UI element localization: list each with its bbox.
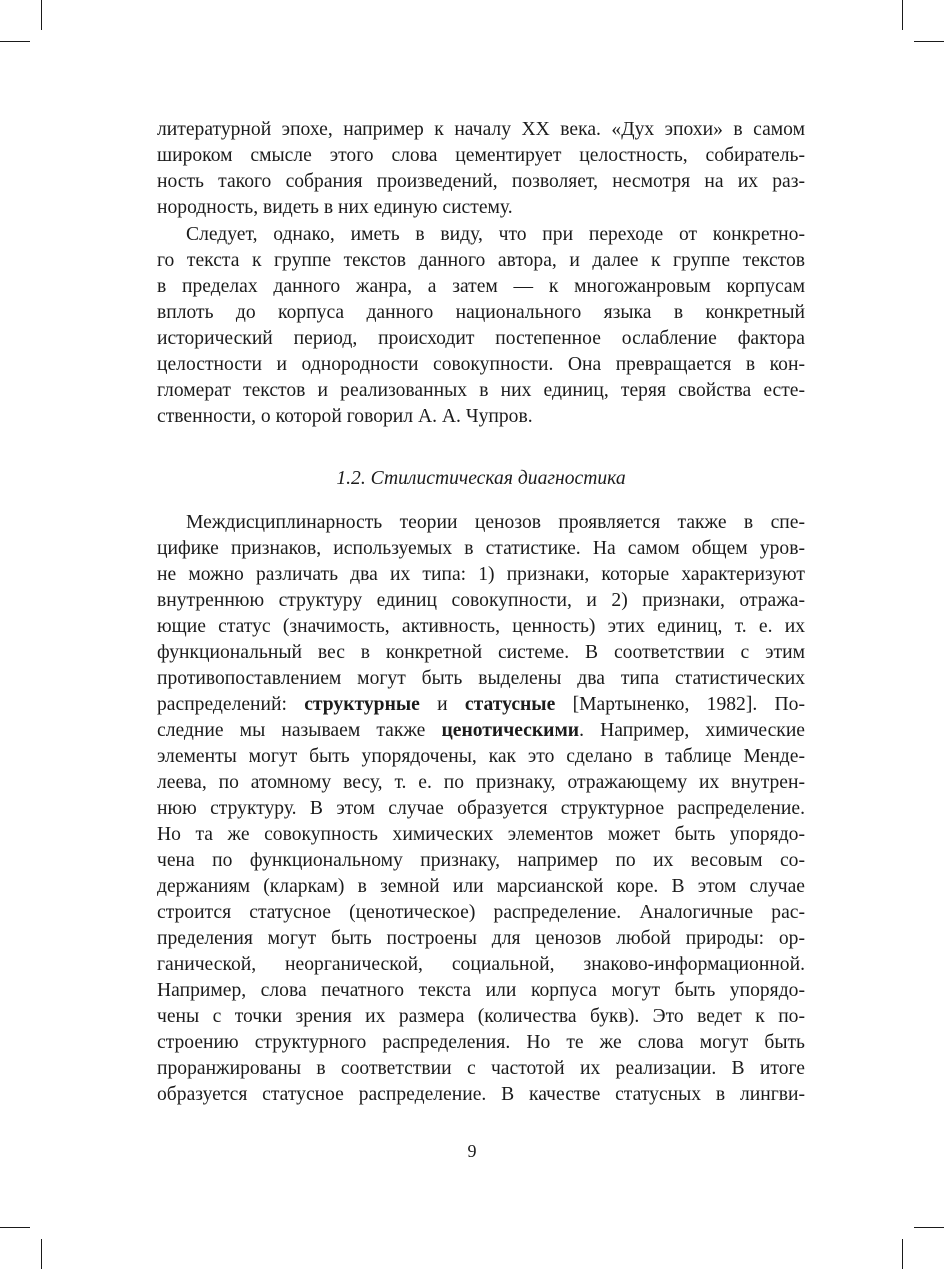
text-line: элементы могут быть упорядочены, как это сделано в таблице Менде-: [157, 746, 805, 767]
crop-mark-bottom-left-vertical: [41, 1239, 42, 1269]
text-fragment: распределений:: [157, 694, 305, 715]
text-line: нюю структуру. В этом случае образуется структурное распределение.: [157, 798, 805, 819]
text-line-with-terms: [157, 692, 805, 718]
crop-mark-top-right-horizontal: [914, 41, 944, 42]
text-line: строится статусное (ценотическое) распределение. Аналогичные рас-: [157, 902, 805, 923]
text-line: ственности, о которой говорил А. А. Чупров.: [157, 406, 533, 427]
text-line: противопоставлением могут быть выделены два типа статистических: [157, 668, 805, 689]
text-line: Следует, однако, иметь в виду, что при переходе от конкретно-: [186, 224, 805, 245]
paragraph-3: [157, 510, 805, 1108]
text-line: леева, по атомному весу, т. е. по признаку, отражающему их внутрен-: [157, 772, 805, 793]
text-line: цифике признаков, используемых в статистике. На самом общем уров-: [157, 538, 805, 559]
paragraph-1: [157, 117, 805, 221]
text-fragment: следние мы называем также: [157, 720, 442, 741]
text-line: Например, слова печатного текста или корпуса могут быть упорядо-: [157, 980, 805, 1001]
text-line: исторический период, происходит постепенное ослабление фактора: [157, 328, 805, 349]
text-line: Но та же совокупность химических элементов может быть упорядо-: [157, 824, 805, 845]
text-line: пределения могут быть построены для ценозов любой природы: ор-: [157, 928, 805, 949]
text-line: ганической, неорганической, социальной, знаково-информационной.: [157, 954, 805, 975]
text-line: целостности и однородности совокупности. Она превращается в кон-: [157, 354, 805, 375]
term-cenotic: ценотическими: [441, 720, 580, 741]
text-line: ность такого собрания произведений, позволяет, несмотря на их раз-: [157, 171, 805, 192]
section-heading: 1.2. Стилистическая диагностика: [336, 468, 626, 489]
text-line: функциональный вес в конкретной системе. В соответствии с этим: [157, 642, 805, 663]
text-line: держаниям (кларкам) в земной или марсианской коре. В этом случае: [157, 876, 805, 897]
text-line: гломерат текстов и реализованных в них единиц, теряя свойства есте-: [157, 380, 805, 401]
text-line: проранжированы в соответствии с частотой их реализации. В итоге: [157, 1058, 805, 1079]
text-fragment: и: [419, 694, 465, 715]
text-fragment: . Например, химические: [579, 720, 805, 741]
text-line-with-terms: [157, 718, 805, 744]
text-line: образуется статусное распределение. В качестве статусных в лингви-: [157, 1084, 805, 1105]
text-line: чены с точки зрения их размера (количества букв). Это ведет к по-: [157, 1006, 805, 1027]
text-line: внутреннюю структуру единиц совокупности, и 2) признаки, отража-: [157, 590, 805, 611]
text-line: строению структурного распределения. Но те же слова могут быть: [157, 1032, 805, 1053]
text-line: чена по функциональному признаку, например по их весовым со-: [157, 850, 805, 871]
text-line: ющие статус (значимость, активность, ценность) этих единиц, т. е. их: [157, 616, 805, 637]
text-line: нородность, видеть в них единую систему.: [157, 197, 513, 218]
term-status: статусные: [464, 694, 556, 715]
crop-mark-bottom-right-vertical: [902, 1239, 903, 1269]
text-line: широком смысле этого слова цементирует целостность, собиратель-: [157, 145, 805, 166]
term-structural: структурные: [304, 694, 420, 715]
text-fragment: [Мартыненко, 1982]. По-: [555, 694, 805, 715]
crop-mark-top-left-vertical: [41, 0, 42, 30]
text-line: в пределах данного жанра, а затем — к многожанровым корпусам: [157, 276, 805, 297]
text-line: вплоть до корпуса данного национального языка в конкретный: [157, 302, 805, 323]
text-line: не можно различать два их типа: 1) признаки, которые характеризуют: [157, 564, 805, 585]
text-line: литературной эпохе, например к началу ХХ века. «Дух эпохи» в самом: [157, 119, 805, 140]
paragraph-2: [157, 222, 805, 430]
page-number: 9: [467, 1141, 477, 1161]
crop-mark-top-left-horizontal: [0, 41, 30, 42]
text-line: го текста к группе текстов данного автора, и далее к группе текстов: [157, 250, 805, 271]
crop-mark-bottom-right-horizontal: [914, 1227, 944, 1228]
crop-mark-bottom-left-horizontal: [0, 1227, 30, 1228]
text-line: Междисциплинарность теории ценозов проявляется также в спе-: [186, 512, 805, 533]
crop-mark-top-right-vertical: [902, 0, 903, 30]
